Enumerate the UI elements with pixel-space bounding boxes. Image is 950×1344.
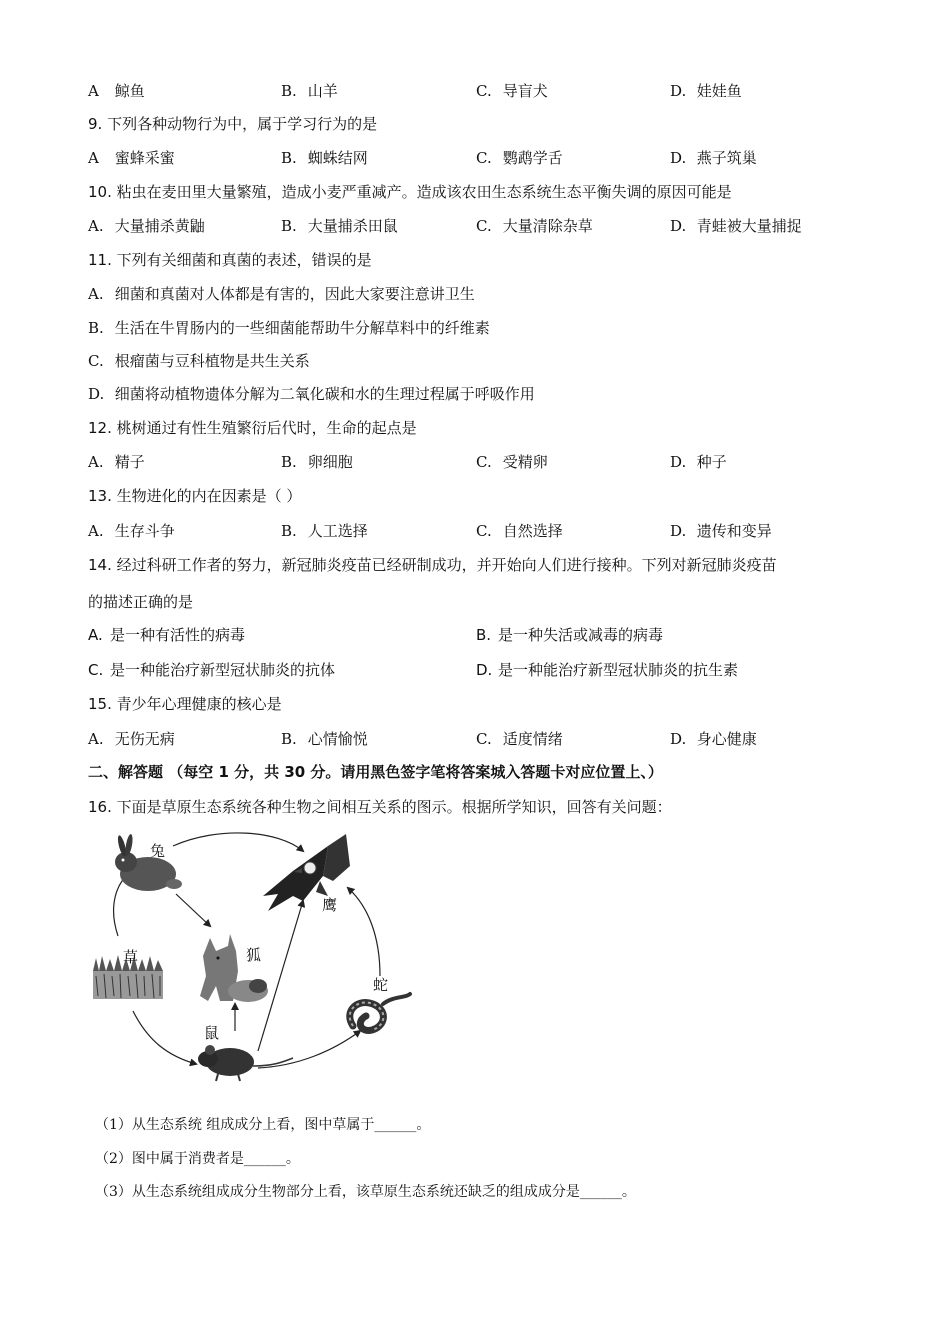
q9-option-c: C. 鹦鹉学舌 (476, 149, 563, 167)
label-snake: 蛇 (373, 976, 389, 994)
q9-option-a: A 蜜蜂采蜜 (88, 149, 175, 167)
q15-stem: 15. 青少年心理健康的核心是 (88, 695, 282, 713)
q15-option-b: B. 心情愉悦 (281, 730, 368, 748)
q10-option-d: D. 青蛙被大量捕捉 (670, 217, 802, 235)
q11-option-d: D. 细菌将动植物遗体分解为二氧化碳和水的生理过程属于呼吸作用 (88, 385, 535, 403)
q14-options-row2 (88, 660, 888, 680)
q14-option-b: B. 是一种失活或减毒的病毒 (476, 626, 664, 644)
fox-icon (200, 934, 268, 1002)
q8-options (88, 81, 888, 101)
food-web-diagram (88, 826, 438, 1086)
q10-option-a: A. 大量捕杀黄鼬 (88, 217, 205, 235)
q11-option-b: B. 生活在牛胃肠内的一些细菌能帮助牛分解草料中的纤维素 (88, 319, 490, 337)
q15-option-c: C. 适度情绪 (476, 730, 563, 748)
q12-options (88, 452, 888, 472)
q12-option-d: D. 种子 (670, 453, 727, 471)
q15-option-d: D. 身心健康 (670, 730, 757, 748)
q15-option-a: A. 无伤无病 (88, 730, 175, 748)
q8-option-c: C. 导盲犬 (476, 82, 548, 100)
arrow-snake-eagle (348, 888, 380, 976)
q8-option-d: D. 娃娃鱼 (670, 82, 742, 100)
arrow-grass-mouse (133, 1011, 196, 1064)
q11-option-a: A. 细菌和真菌对人体都是有害的，因此大家要注意讲卫生 (88, 285, 475, 303)
q9-options (88, 148, 888, 168)
q13-stem: 13. 生物进化的内在因素是（ ） (88, 487, 302, 505)
q8-option-b: B. 山羊 (281, 82, 338, 100)
q14-option-c: C. 是一种能治疗新型冠状肺炎的抗体 (88, 661, 336, 679)
arrow-mouse-snake (258, 1031, 360, 1068)
q15-options (88, 729, 888, 749)
q10-option-c: C. 大量清除杂草 (476, 217, 593, 235)
q14-stem-line2: 的描述正确的是 (88, 593, 194, 611)
label-grass: 草 (123, 948, 139, 966)
section2-heading: 二、解答题 （每空 1 分，共 30 分。请用黑色签字笔将答案城入答题卡对应位置上、） (88, 763, 663, 781)
q9-stem: 9. 下列各种动物行为中，属于学习行为的是 (88, 115, 378, 133)
snake-icon (350, 994, 410, 1030)
q10-options (88, 216, 888, 236)
q13-option-a: A. 生存斗争 (88, 522, 175, 540)
q8-option-a: A 鲸鱼 (88, 82, 145, 100)
label-rabbit: 兔 (150, 842, 166, 860)
q12-option-c: C. 受精卵 (476, 453, 548, 471)
rabbit-icon (115, 834, 182, 891)
q16-stem: 16. 下面是草原生态系统各种生物之间相互关系的图示。根据所学知识，回答有关问题： (88, 798, 672, 816)
q13-option-c: C. 自然选择 (476, 522, 563, 540)
q13-option-b: B. 人工选择 (281, 522, 368, 540)
q12-stem: 12. 桃树通过有性生殖繁衍后代时，生命的起点是 (88, 419, 417, 437)
label-mouse: 鼠 (204, 1024, 220, 1042)
q9-option-d: D. 燕子筑巢 (670, 149, 757, 167)
q12-option-a: A. 精子 (88, 453, 145, 471)
q12-option-b: B. 卵细胞 (281, 453, 353, 471)
q13-options (88, 521, 888, 541)
q11-option-c: C. 根瘤菌与豆科植物是共生关系 (88, 352, 310, 370)
q16-subquestion-2: （2）图中属于消费者是______。 (95, 1151, 300, 1167)
q14-option-d: D. 是一种能治疗新型冠状肺炎的抗生素 (476, 661, 739, 679)
label-eagle: 鹰 (322, 896, 338, 914)
q9-option-b: B. 蜘蛛结网 (281, 149, 368, 167)
q14-options-row1 (88, 625, 888, 645)
q14-option-a: A. 是一种有活性的病毒 (88, 626, 246, 644)
q13-option-d: D. 遗传和变异 (670, 522, 772, 540)
arrow-rabbit-fox (176, 894, 210, 926)
arrow-rabbit-eagle (173, 833, 303, 851)
q16-subquestion-1: （1）从生态系统 组成成分上看，图中草属于______。 (95, 1117, 431, 1133)
label-fox: 狐 (246, 946, 262, 964)
mouse-icon (198, 1045, 293, 1081)
q10-option-b: B. 大量捕杀田鼠 (281, 217, 398, 235)
q16-subquestion-3: （3）从生态系统组成成分生物部分上看，该草原生态系统还缺乏的组成成分是______。 (95, 1184, 636, 1200)
q11-stem: 11. 下列有关细菌和真菌的表述，错误的是 (88, 251, 372, 269)
arrow-mouse-eagle (258, 901, 303, 1051)
q14-stem-line1: 14. 经过科研工作者的努力，新冠肺炎疫苗已经研制成功，并开始向人们进行接种。下列对新冠肺炎疫苗 (88, 556, 777, 574)
q10-stem: 10. 粘虫在麦田里大量繁殖，造成小麦严重减产。造成该农田生态系统生态平衡失调的原因可能是 (88, 183, 732, 201)
